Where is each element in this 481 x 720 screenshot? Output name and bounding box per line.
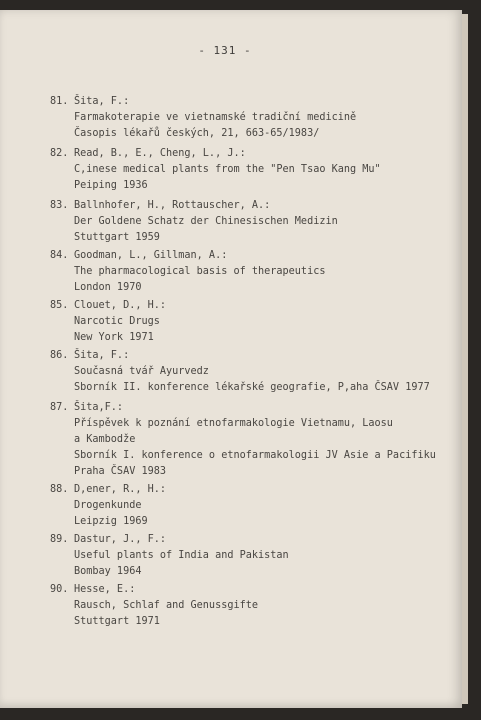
entry-publication: Leipzig 1969 bbox=[74, 516, 148, 527]
reference-entry-89 bbox=[50, 532, 289, 580]
entry-publication: New York 1971 bbox=[74, 332, 154, 343]
entry-author: Dastur, J., F.: bbox=[74, 534, 167, 545]
reference-entry-85 bbox=[50, 298, 166, 346]
entry-publication: Sborník I. konference o etnofarmakologii JV Asie a Pacifiku bbox=[74, 450, 436, 461]
entry-title: Farmakoterapie ve vietnamské tradiční medicině bbox=[74, 112, 357, 123]
entry-publication: Peiping 1936 bbox=[74, 180, 148, 191]
entry-title: Drogenkunde bbox=[74, 500, 142, 511]
entry-author: Šita, F.: bbox=[74, 350, 130, 361]
entry-number: 82. bbox=[50, 148, 69, 159]
entry-author: D,ener, R., H.: bbox=[74, 484, 167, 495]
entry-author: Ballnhofer, H., Rottauscher, A.: bbox=[74, 200, 271, 211]
entry-title-continued: a Kambodže bbox=[74, 434, 136, 445]
entry-title: Narcotic Drugs bbox=[74, 316, 160, 327]
entry-publication: Sborník II. konference lékařské geografie, P,aha ČSAV 1977 bbox=[74, 382, 430, 393]
entry-title: C,inese medical plants from the "Pen Tsao Kang Mu" bbox=[74, 164, 381, 175]
entry-title: Useful plants of India and Pakistan bbox=[74, 550, 289, 561]
reference-entry-84 bbox=[50, 248, 325, 296]
entry-author: Šita, F.: bbox=[74, 96, 130, 107]
reference-entry-81 bbox=[50, 94, 356, 142]
entry-publication: Stuttgart 1971 bbox=[74, 616, 160, 627]
page-edge bbox=[462, 14, 468, 704]
reference-entry-86 bbox=[50, 348, 430, 396]
entry-author: Clouet, D., H.: bbox=[74, 300, 167, 311]
entry-number: 89. bbox=[50, 534, 69, 545]
entry-number: 90. bbox=[50, 584, 69, 595]
entry-publication-continued: Praha ČSAV 1983 bbox=[74, 466, 167, 477]
reference-entry-90 bbox=[50, 582, 258, 630]
entry-number: 87. bbox=[50, 402, 69, 413]
entry-title: The pharmacological basis of therapeutics bbox=[74, 266, 326, 277]
entry-number: 88. bbox=[50, 484, 69, 495]
reference-entry-88 bbox=[50, 482, 166, 530]
entry-number: 83. bbox=[50, 200, 69, 211]
reference-entry-82 bbox=[50, 146, 381, 194]
entry-author: Read, B., E., Cheng, L., J.: bbox=[74, 148, 246, 159]
entry-title: Rausch, Schlaf and Genussgifte bbox=[74, 600, 259, 611]
entry-publication: London 1970 bbox=[74, 282, 142, 293]
entry-publication: Časopis lékařů českých, 21, 663-65/1983/ bbox=[74, 128, 320, 139]
entry-title: Současná tvář Ayurvedz bbox=[74, 366, 209, 377]
entry-number: 84. bbox=[50, 250, 69, 261]
entry-number: 81. bbox=[50, 96, 69, 107]
entry-number: 86. bbox=[50, 350, 69, 361]
reference-entry-83 bbox=[50, 198, 338, 246]
entry-author: Šita,F.: bbox=[74, 402, 124, 413]
entry-publication: Bombay 1964 bbox=[74, 566, 142, 577]
entry-author: Hesse, E.: bbox=[74, 584, 136, 595]
entry-author: Goodman, L., Gillman, A.: bbox=[74, 250, 228, 261]
reference-entry-87 bbox=[50, 400, 436, 480]
page-number: - 131 - bbox=[198, 44, 252, 57]
entry-number: 85. bbox=[50, 300, 69, 311]
entry-title: Der Goldene Schatz der Chinesischen Medizin bbox=[74, 216, 338, 227]
entry-title: Příspěvek k poznání etnofarmakologie Vietnamu, Laosu bbox=[74, 418, 393, 429]
entry-publication: Stuttgart 1959 bbox=[74, 232, 160, 243]
